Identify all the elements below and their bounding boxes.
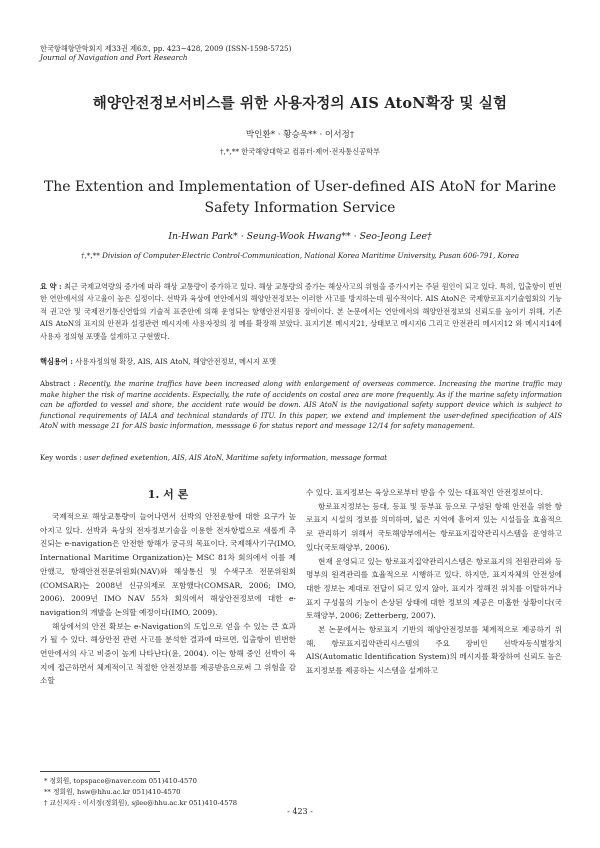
body-paragraph: 항로표지정보는 등대, 등표 및 등부표 등으로 구성된 항해 안전을 위한 항로표지 시설의 정보를 의미하며, 넓은 지역에 흩어져 있는 시설들을 효율적으로 관리하기 위해서 국토해양부에서는 항로표지집약관리시스템을 운영하고 있다(국토해양부, 2006). — [306, 501, 562, 552]
body-paragraph: 현재 운영되고 있는 항로표지집약관리시스템은 항로표지의 전원관리와 등명부의 원격관리를 효율적으로 시행하고 있다. 하지만, 표지자체의 안전성에 대한 정보는 제대로 전달이 되고 있지 않아, 표지가 정해진 위치를 이탈하거나 표지 구성물의 기능이 손상된 상태에 대한 정보의 제공은 미흡한 상황이다(국토해양부, 2006; Zetterberg, 2007). — [306, 556, 562, 621]
affiliation-korean: †,*,** 한국해양대학교 컴퓨터·제어·전자통신공학부 — [219, 147, 380, 156]
title-english: The Extention and Implementation of User-defined AIS AtoN for Marine Safety Information Service — [43, 179, 557, 216]
keywords-english-label: Key words : — [40, 454, 82, 462]
abstract-korean-text: 최근 국제교역량의 증가에 따라 해상 교통량이 증가하고 있다. 해상 교통량의 증가는 해상사고의 위험을 증가시키는 주된 원인이 되고 있다. 특히, 입출항이 빈번한 연안에서의 사고율이 높은 실정이다. 선박과 육상에 연안에서의 해양안전정보는 이러한 사고를 방지하는데 필수적이다. AIS AtoN은 국제항로표지기술협회의 기능적 권고안 및 국제전기통신연합의 기술적 표준안에 의해 운영되는 항행안전지원용 장비이다. 본 논문에서는 연안에서의 해양안전정보의 신뢰도를 높이기 위해, 기존 AIS AtoN의 표지의 안전과 설정관련 메시지에 사용자정의 정 메를 확장해 보았다. 표지기본 메시지21, 상태보고 메시지6 그리고 안전관리 메시지12 와 메시지14에 사용자 정의형 포맷을 설계하고 구현했다. — [40, 282, 562, 341]
keywords-korean — [40, 357, 562, 367]
abstract-korean — [40, 281, 562, 343]
abstract-english-text: Recently, the marine traffics have been increased along with enlargement of overseas commerce. Increasing the marine traffic may make higher the risk of marine accidents. Especially, the rate of accidents on costal area are more frequently. As if the marine safety information can be afforded to vessel and shore, the accident rate would be down. AIS AtoN is the navigational safety support device which is subject to functional requirements of IALA and technical standards of ITU. In this paper, we extend and implement the user-defined specification of AIS AtoN with message 21 for AIS basic information, messsage 6 for status report and message 12/14 for safety management. — [40, 380, 563, 431]
page-number: - 423 - — [287, 807, 313, 816]
authors-english: In-Hwan Park* · Seung-Wook Hwang** · Seo-Jeong Lee† — [168, 231, 432, 242]
body-paragraph: 해상에서의 안전 확보는 e-Navigation의 도입으로 얻을 수 있는 큰 효과가 될 수 있다. 해상안전 관련 사고를 분석한 결과에 따르면, 입출항이 빈번한 연안에서의 사고 비중이 높게 나타난다(윤, 2004). 이는 항해 중인 선박이 육지에 접근하면서 체계적이고 적절한 안전정보를 제공받음으로써 그 위험을 감소할 — [40, 621, 296, 686]
body-paragraph: 국제적으로 해상교통량이 늘어나면서 선박의 안전운항에 대한 요구가 높아지고 있다. 선박과 육상의 전자정보기술을 이용한 전자항법으로 새롭게 추진되는 e-navigation은 안전한 항해가 궁극의 목표이다. 국제해사기구(IMO, International Maritime Organization)는 MSC 81차 회의에서 이를 제안했고, 항해안전전문위원회(NAV)와 해상통신 및 수색구조 전문위원회(COMSAR)는 2008년 신규의제로 포함했다(COMSAR, 2006; IMO, 2006). 2009년 IMO NAV 55차 회의에서 해상안전정보에 대한 e-navigation의 개발을 논의할 예정이다(IMO, 2009). — [40, 512, 296, 617]
authors-korean: 박인환* · 황승욱** · 이서정† — [245, 130, 355, 140]
abstract-english — [40, 379, 562, 432]
body-right-column — [306, 486, 562, 678]
keywords-english-text: user defined exetention, AIS, AIS AtoN, Maritime safety information, message format — [83, 454, 388, 462]
keywords-english — [40, 453, 562, 463]
body-paragraph: 수 있다. 표지정보는 육상으로부터 받을 수 있는 대표적인 안전정보이다. — [306, 488, 543, 497]
title-korean: 해양안전정보서비스를 위한 사용자정의 AIS AtoN확장 및 실험 — [92, 95, 508, 112]
footnote-divider — [40, 771, 160, 772]
footnote-2: ** 정회원, hsw@hhu.ac.kr 051)410-4570 — [44, 788, 181, 796]
footnote-1: * 정회원, topspace@naver.com 051)410-4570 — [44, 777, 197, 785]
section-1-heading: 1. 서 론 — [147, 488, 189, 501]
abstract-korean-label: 요 약 : — [40, 282, 62, 291]
journal-name: Journal of Navigation and Port Research — [40, 53, 188, 62]
body-left-column — [40, 510, 296, 688]
affiliation-english: †,*,** Division of Computer·Electric Control·Communication, National Korea Maritime University, Pusan 606-791, Korea — [80, 251, 520, 260]
keywords-korean-text: 사용자정의형 확장, AIS, AIS AtoN, 해양안전정보, 메시지 포맷 — [75, 357, 277, 366]
body-paragraph: 본 논문에서는 항로표지 기반의 해양안전정보를 체계적으로 제공하기 위해, 항로표지집약관리시스템의 주요 장비인 선박자동식별장치 AIS(Automatic Identification System)의 메시지를 확장하여 신뢰도 높은 표지정보를 제공하는 시스템을 설계하고 — [306, 625, 562, 676]
footnotes — [44, 776, 237, 809]
abstract-english-label: Abstract : — [40, 380, 76, 388]
journal-citation: 한국항해항만학회지 제33권 제6호, pp. 423~428, 2009 (ISSN-1598-5725) — [40, 44, 292, 53]
keywords-korean-label: 핵심용어 : — [40, 357, 73, 366]
footnote-3: † 교신저자 : 이서정(정회원), sjlee@hhu.ac.kr 051)410-4578 — [44, 799, 238, 807]
